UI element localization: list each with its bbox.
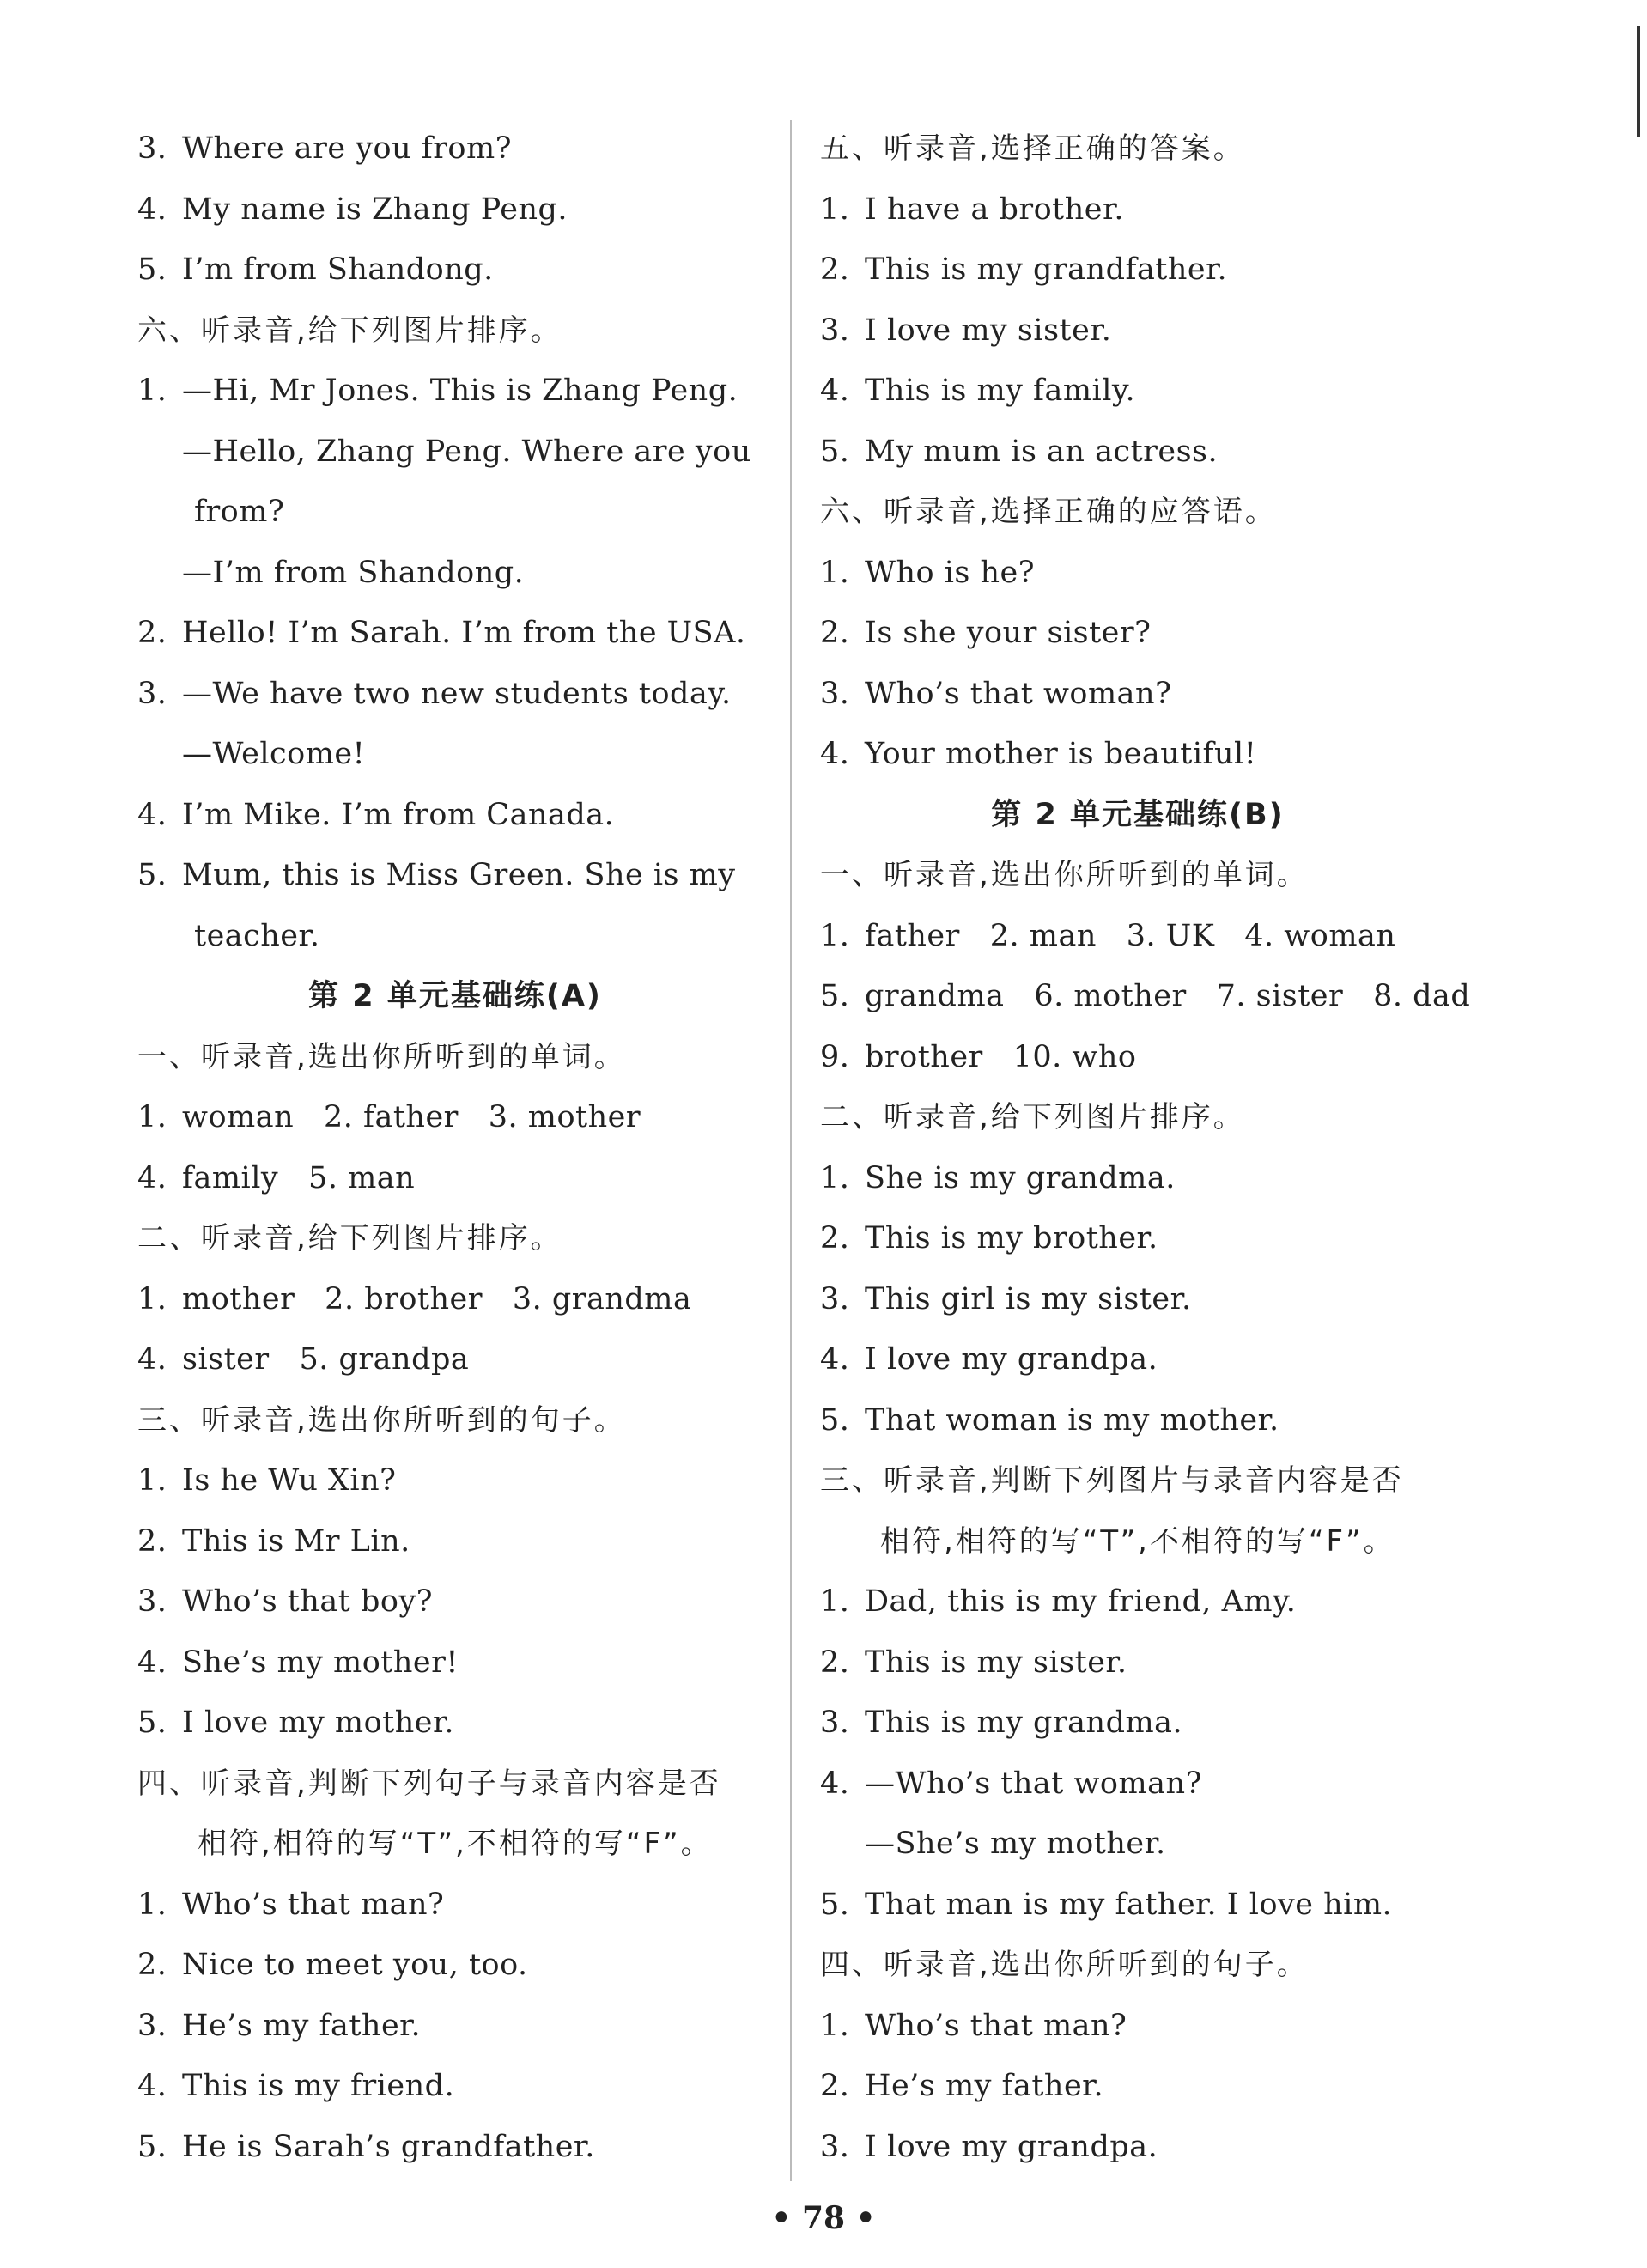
item-number: 5. [820,979,850,1013]
item-number: 2. [137,616,167,650]
item-text: Nice to meet you, too. [182,1948,528,1982]
item-text: That man is my father. I love him. [865,1887,1393,1922]
item-number: 1. [137,1281,167,1316]
list-item [820,664,1456,725]
list-item [137,1935,773,1996]
list-item [820,2117,1456,2178]
item-number: 5. [137,858,167,892]
item-text: I love my grandpa. [865,2129,1158,2164]
item-number: 3. [137,676,167,711]
list-item [820,543,1456,604]
dialogue-line: —Hello, Zhang Peng. Where are you [182,434,751,469]
item-number: 1. [820,192,850,227]
item-text: This is my friend. [182,2069,455,2103]
list-item [137,119,773,179]
list-item [820,1329,1456,1390]
item-number: 4. [820,737,850,771]
item-text: This is my family. [865,374,1136,408]
section-heading: 四、听录音,判断下列句子与录音内容是否 [137,1766,721,1801]
list-item [820,1027,1456,1088]
item-text: I’m Mike. I’m from Canada. [182,797,615,832]
item-text: woman 2. father 3. mother [182,1100,641,1134]
item-number: 4. [137,797,167,832]
item-number: 3. [137,131,167,166]
item-text: Dad, this is my friend, Amy. [865,1584,1297,1619]
item-text: She’s my mother! [182,1645,459,1680]
item-text: That woman is my mother. [865,1402,1279,1438]
item-number: 3. [137,2008,167,2043]
item-number: 2. [820,2069,850,2103]
list-item [137,2117,773,2178]
item-number: 1. [137,1100,167,1134]
item-number: 2. [820,616,850,650]
list-item [820,2056,1456,2117]
list-item [137,361,773,422]
section-heading-continued: 相符,相符的写“T”,不相符的写“F”。 [198,1827,713,1861]
item-number: 3. [820,676,850,711]
item-text: I’m from Shandong. [182,252,494,287]
list-item [820,1390,1456,1451]
item-text: My name is Zhang Peng. [182,192,568,227]
item-text: mother 2. brother 3. grandma [182,1281,692,1316]
item-number: 1. [820,918,850,953]
item-text: I love my grandpa. [865,1342,1158,1377]
section-heading: 六、听录音,给下列图片排序。 [137,313,562,348]
page-number: • 78 • [771,2200,876,2236]
item-text: Is he Wu Xin? [182,1463,397,1498]
item-number: 9. [820,1039,850,1074]
item-text: Who’s that man? [865,2008,1127,2043]
list-item [137,1269,773,1330]
item-number: 1. [820,555,850,590]
item-text: My mum is an actress. [865,434,1219,469]
list-item [137,1633,773,1693]
section-heading: 五、听录音,选择正确的答案。 [820,131,1245,166]
item-number: 2. [137,1523,167,1559]
item-text: He is Sarah’s grandfather. [182,2129,595,2164]
item-text: father 2. man 3. UK 4. woman [865,918,1396,953]
list-item [137,1996,773,2057]
item-text: Who is he? [865,555,1036,590]
item-text: —Hi, Mr Jones. This is Zhang Peng. [182,374,738,408]
list-item [820,361,1456,422]
item-number: 1. [820,1160,850,1195]
item-text: Where are you from? [182,131,512,166]
list-item [137,1087,773,1148]
item-text: This girl is my sister. [865,1281,1192,1316]
section-heading-continued: 相符,相符的写“T”,不相符的写“F”。 [880,1523,1395,1559]
item-number: 3. [820,2129,850,2164]
list-item [137,1693,773,1754]
item-number: 3. [820,313,850,348]
section-heading: 六、听录音,选择正确的应答语。 [820,495,1277,529]
list-item [820,1572,1456,1633]
item-text: I have a brother. [865,192,1125,227]
item-text: brother 10. who [865,1039,1137,1074]
item-number: 4. [137,1342,167,1377]
section-heading: 二、听录音,给下列图片排序。 [137,1221,562,1256]
item-number: 5. [137,252,167,287]
item-text: Is she your sister? [865,616,1152,650]
list-item [820,966,1471,1027]
item-number: 4. [820,1766,850,1801]
item-number: 5. [820,1402,850,1438]
item-number: 2. [820,1221,850,1256]
list-item [137,785,773,846]
item-number: 1. [137,1887,167,1922]
list-item [820,603,1456,664]
item-text: This is my sister. [865,1645,1127,1680]
list-item [137,1450,773,1511]
item-text: Mum, this is Miss Green. She is my [182,858,736,892]
section-heading: 三、听录音,选出你所听到的句子。 [137,1402,626,1438]
list-item [820,422,1456,483]
item-text: He’s my father. [182,2008,422,2043]
section-heading: 二、听录音,给下列图片排序。 [820,1100,1245,1134]
list-item [137,845,773,906]
item-text: Hello! I’m Sarah. I’m from the USA. [182,616,746,650]
list-item [137,240,773,301]
list-item [820,179,1456,240]
section-heading: 一、听录音,选出你所听到的单词。 [137,1039,626,1074]
column-divider [790,120,792,2181]
item-number: 3. [137,1584,167,1619]
item-number: 2. [820,1645,850,1680]
list-item [820,724,1456,785]
item-text: This is my brother. [865,1221,1158,1256]
list-item [820,1996,1456,2057]
list-item [820,1633,1456,1693]
section-heading: 三、听录音,判断下列图片与录音内容是否 [820,1463,1404,1498]
item-number: 4. [820,374,850,408]
list-item [820,301,1456,362]
item-text: This is my grandfather. [865,252,1228,287]
section-heading: 四、听录音,选出你所听到的句子。 [820,1948,1309,1982]
item-number: 4. [137,192,167,227]
page-edge-line [1637,26,1640,137]
dialogue-line: —I’m from Shandong. [182,555,525,590]
item-number: 5. [820,434,850,469]
list-item [137,1572,773,1633]
item-text: I love my mother. [182,1706,455,1740]
list-item [137,1875,773,1936]
list-item [820,1269,1456,1330]
item-number: 4. [820,1342,850,1377]
item-number: 4. [137,1645,167,1680]
list-item [137,179,773,240]
item-text: I love my sister. [865,313,1112,348]
item-text: Your mother is beautiful! [865,737,1257,771]
list-item [137,664,773,725]
item-text: He’s my father. [865,2069,1104,2103]
dialogue-line: —Welcome! [182,737,366,771]
list-item [820,1208,1456,1269]
list-item [820,1693,1456,1754]
item-text: family 5. man [182,1160,416,1195]
list-item [820,240,1456,301]
list-item [820,1148,1456,1209]
list-item [137,1148,773,1209]
item-number: 4. [137,1160,167,1195]
item-number: 1. [137,374,167,408]
list-item [137,1511,773,1572]
item-number: 5. [820,1887,850,1922]
item-number: 4. [137,2069,167,2103]
list-item [820,1875,1456,1936]
item-text: This is my grandma. [865,1706,1183,1740]
section-heading: 一、听录音,选出你所听到的单词。 [820,858,1309,892]
item-number: 1. [820,1584,850,1619]
item-text: This is Mr Lin. [182,1523,410,1559]
item-number: 5. [137,1706,167,1740]
unit-title: 第 2 单元基础练(A) [308,979,602,1013]
item-text: She is my grandma. [865,1160,1176,1195]
list-item [137,2056,773,2117]
item-number: 2. [820,252,850,287]
item-number: 3. [820,1281,850,1316]
item-text: Who’s that woman? [865,676,1172,711]
item-text: sister 5. grandpa [182,1342,470,1377]
item-number: 1. [137,1463,167,1498]
list-item [820,1754,1456,1815]
item-text: Who’s that man? [182,1887,445,1922]
continued-line: teacher. [194,918,320,953]
unit-title: 第 2 单元基础练(B) [991,797,1285,832]
list-item [137,603,773,664]
continued-line: from? [194,495,285,529]
item-text: grandma 6. mother 7. sister 8. dad [865,979,1471,1013]
left-column [137,119,773,2177]
right-column [820,119,1471,2177]
item-text: —We have two new students today. [182,676,732,711]
list-item [137,1329,773,1390]
dialogue-line: —She’s my mother. [865,1827,1166,1861]
item-number: 3. [820,1706,850,1740]
item-text: —Who’s that woman? [865,1766,1202,1801]
item-text: Who’s that boy? [182,1584,433,1619]
item-number: 1. [820,2008,850,2043]
item-number: 5. [137,2129,167,2164]
list-item [820,906,1456,967]
item-number: 2. [137,1948,167,1982]
